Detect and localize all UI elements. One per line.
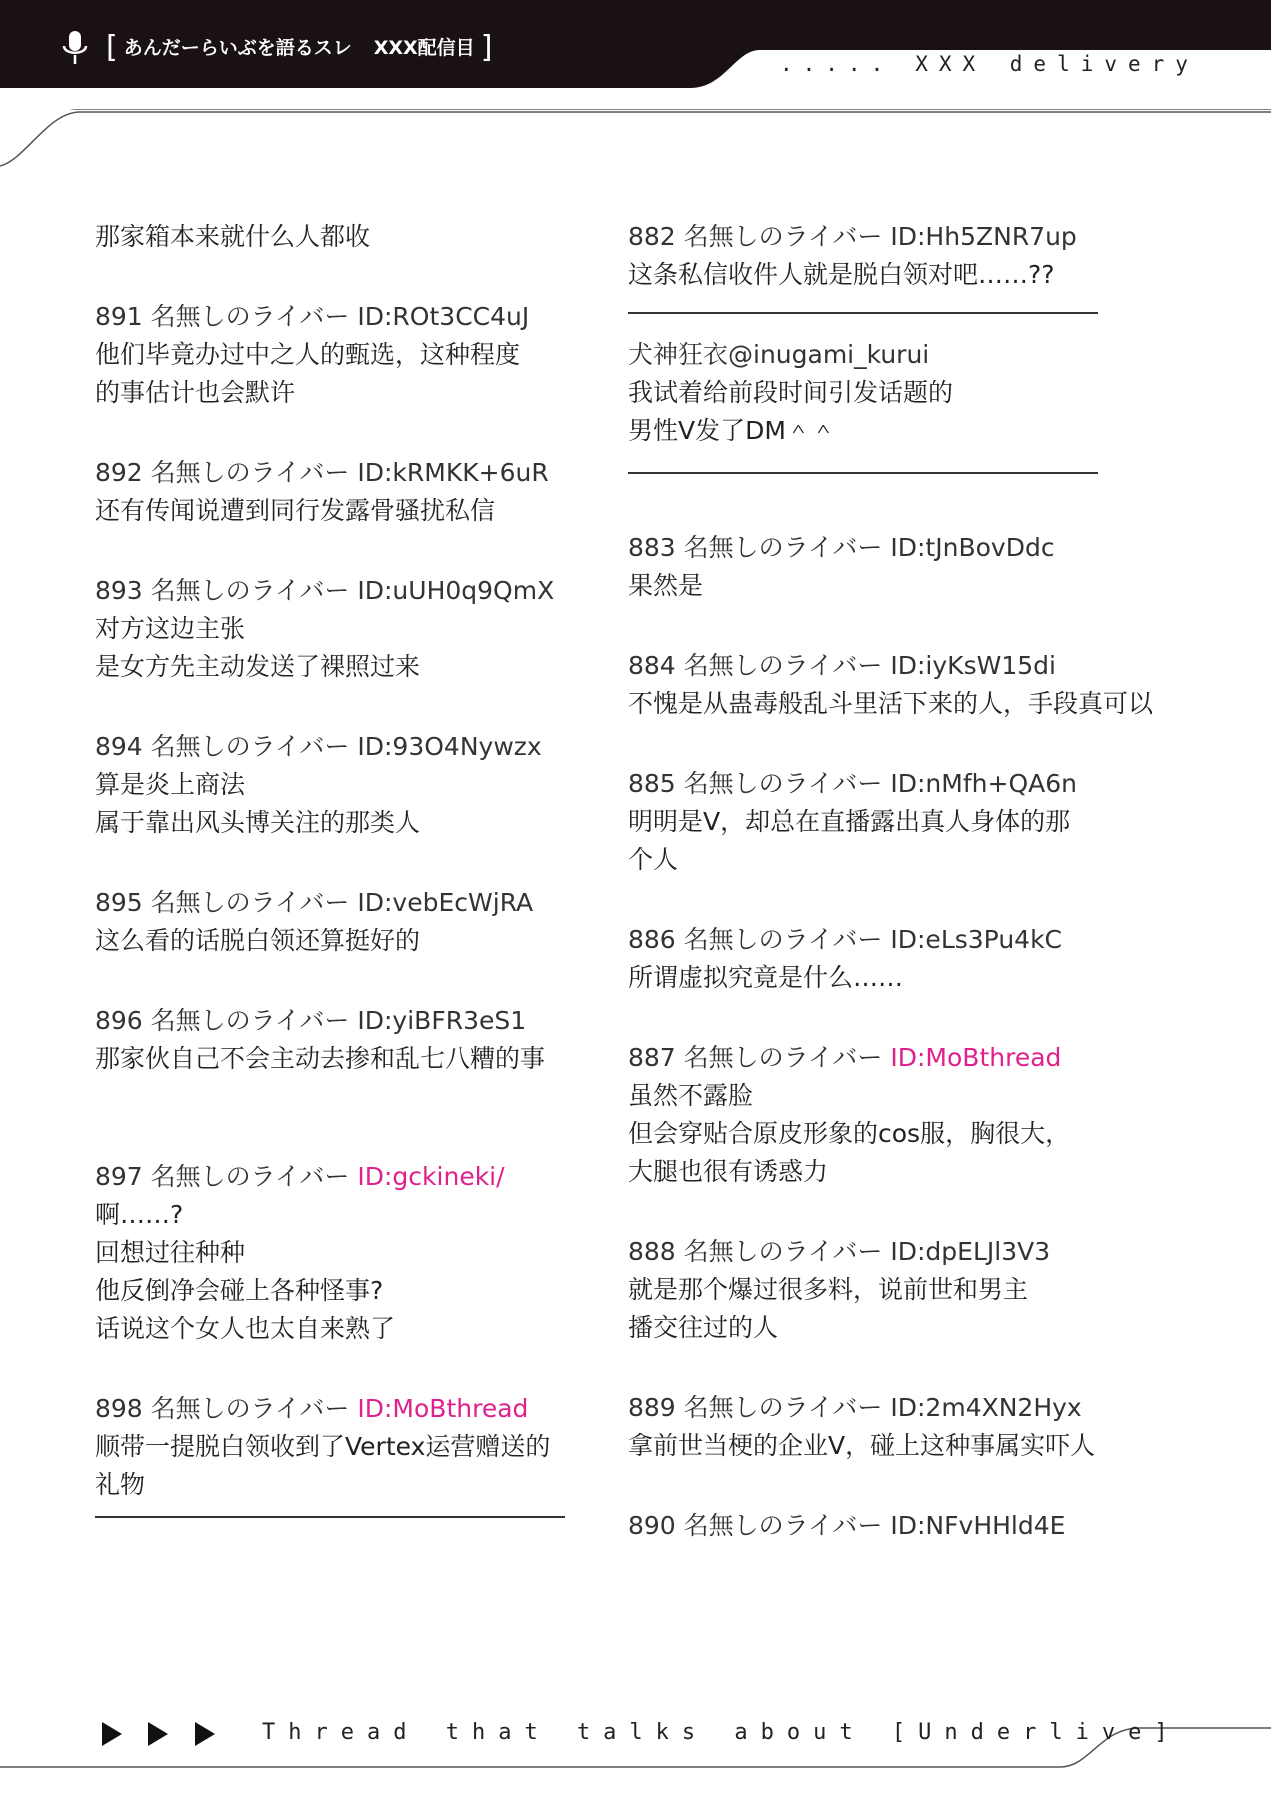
post-line: 他反倒净会碰上各种怪事? <box>95 1276 384 1305</box>
post-number: 890 <box>628 1511 676 1540</box>
post-number: 885 <box>628 769 676 798</box>
poster-name: 名無しのライバー <box>683 1511 883 1540</box>
post-892 <box>95 454 615 530</box>
poster-id: ID:NFvHHld4E <box>890 1511 1066 1540</box>
post-header <box>628 1233 1188 1271</box>
post-894 <box>95 728 615 842</box>
post-header <box>628 647 1188 685</box>
post-number: 884 <box>628 651 676 680</box>
header-subtitle <box>780 52 1199 76</box>
post-number: 882 <box>628 222 676 251</box>
post-line: 话说这个女人也太自来熟了 <box>95 1314 396 1343</box>
post-number: 898 <box>95 1394 143 1423</box>
post-body <box>95 610 615 686</box>
post-line: 播交往过的人 <box>628 1313 779 1342</box>
poster-id: ID:uUH0q9QmX <box>357 576 555 605</box>
post-884 <box>628 647 1188 723</box>
post-896 <box>95 1002 615 1078</box>
post-header <box>628 218 1188 256</box>
poster-name: 名無しのライバー <box>683 1237 883 1266</box>
poster-name: 名無しのライバー <box>683 651 883 680</box>
post-header <box>628 921 1188 959</box>
post-line: 这条私信收件人就是脱白领对吧……?? <box>628 260 1055 289</box>
bracket-open: [ <box>106 30 118 65</box>
post-line: 他们毕竟办过中之人的甄选，这种程度 <box>95 340 521 369</box>
poster-id: ID:MoBthread <box>890 1043 1062 1072</box>
post-header <box>628 765 1188 803</box>
post-886 <box>628 921 1188 997</box>
header-title <box>100 28 498 68</box>
post-891 <box>95 298 615 412</box>
poster-name: 名無しのライバー <box>150 458 350 487</box>
tweet-line: 我试着给前段时间引发话题的 <box>628 378 954 407</box>
post-line: 不愧是从蛊毒般乱斗里活下来的人，手段真可以 <box>628 689 1154 718</box>
poster-id: ID:Hh5ZNR7up <box>890 222 1077 251</box>
footer-text: Thread that talks about [Underlive] <box>262 1720 1181 1745</box>
post-line: 的事估计也会默许 <box>95 378 296 407</box>
post-line: 是女方先主动发送了裸照过来 <box>95 652 421 681</box>
thread-episode: XXX配信目 <box>373 37 475 59</box>
post-line: 就是那个爆过很多料，说前世和男主 <box>628 1275 1029 1304</box>
post-line: 对方这边主张 <box>95 614 246 643</box>
post-body <box>95 492 615 530</box>
subtitle-text: XXX delivery <box>915 52 1199 76</box>
poster-name: 名無しのライバー <box>683 925 883 954</box>
post-body <box>628 959 1188 997</box>
post-header <box>628 1389 1188 1427</box>
post-897 <box>95 1158 615 1348</box>
post-line: 个人 <box>628 845 679 874</box>
post-line: 那家伙自己不会主动去掺和乱七八糟的事 <box>95 1044 546 1073</box>
post-number: 895 <box>95 888 143 917</box>
thread-title: あんだーらいぶを語るスレ <box>123 37 352 59</box>
poster-id: ID:tJnBovDdc <box>890 533 1055 562</box>
post-number: 886 <box>628 925 676 954</box>
post-line: 这么看的话脱白领还算挺好的 <box>95 926 421 955</box>
poster-name: 名無しのライバー <box>150 1162 350 1191</box>
tweet-body <box>628 374 1188 450</box>
post-header <box>628 1507 1188 1545</box>
tweet-line: 男性V发了DM＾＾ <box>628 416 836 445</box>
post-header <box>95 454 615 492</box>
poster-name: 名無しのライバー <box>150 732 350 761</box>
post-body <box>95 1040 615 1078</box>
post-number: 888 <box>628 1237 676 1266</box>
post-line: 大腿也很有诱惑力 <box>628 1157 829 1186</box>
post-882 <box>628 218 1188 294</box>
play-arrow-icon <box>148 1722 168 1746</box>
post-header <box>95 728 615 766</box>
post-body <box>628 256 1188 294</box>
post-header <box>95 1158 615 1196</box>
poster-id: ID:yiBFR3eS1 <box>357 1006 527 1035</box>
post-line: 回想过往种种 <box>95 1238 246 1267</box>
poster-id: ID:iyKsW15di <box>890 651 1056 680</box>
post-line: 还有传闻说遭到同行发露骨骚扰私信 <box>95 496 496 525</box>
post-body <box>628 1271 1188 1347</box>
post-line: 所谓虚拟究竟是什么…… <box>628 963 904 992</box>
bracket-close: ] <box>480 30 493 65</box>
poster-id: ID:MoBthread <box>357 1394 529 1423</box>
right-column <box>628 218 1188 1545</box>
subtitle-dots: ..... <box>780 52 894 76</box>
post-898 <box>95 1390 615 1504</box>
poster-id: ID:93O4Nywzx <box>357 732 542 761</box>
post-body <box>628 1077 1188 1191</box>
post-body <box>628 1427 1188 1465</box>
post-line: 明明是V，却总在直播露出真人身体的那 <box>628 807 1071 836</box>
post-number: 883 <box>628 533 676 562</box>
poster-name: 名無しのライバー <box>150 576 350 605</box>
post-number: 891 <box>95 302 143 331</box>
post-number: 897 <box>95 1162 143 1191</box>
post-line: 算是炎上商法 <box>95 770 246 799</box>
play-arrow-icon <box>195 1722 215 1746</box>
post-line: 啊……? <box>95 1200 184 1229</box>
post-line: 顺带一提脱白领收到了Vertex运营赠送的 <box>95 1432 551 1461</box>
post-number: 896 <box>95 1006 143 1035</box>
post-body <box>95 922 615 960</box>
poster-name: 名無しのライバー <box>683 1393 883 1422</box>
post-header <box>95 884 615 922</box>
intro-line: 那家箱本来就什么人都收 <box>95 222 371 251</box>
poster-id: ID:kRMKK+6uR <box>357 458 549 487</box>
microphone-icon <box>60 28 90 68</box>
poster-id: ID:2m4XN2Hyx <box>890 1393 1082 1422</box>
post-body <box>95 1428 615 1504</box>
post-890 <box>628 1507 1188 1545</box>
poster-name: 名無しのライバー <box>683 222 883 251</box>
post-header <box>95 572 615 610</box>
post-header <box>95 1390 615 1428</box>
post-number: 887 <box>628 1043 676 1072</box>
post-header <box>628 529 1188 567</box>
poster-name: 名無しのライバー <box>683 1043 883 1072</box>
header-curve-line <box>0 100 1271 180</box>
post-body <box>95 1196 615 1348</box>
poster-name: 名無しのライバー <box>150 1394 350 1423</box>
poster-name: 名無しのライバー <box>150 1006 350 1035</box>
post-893 <box>95 572 615 686</box>
right-posts <box>628 529 1188 1545</box>
post-line: 虽然不露脸 <box>628 1081 754 1110</box>
post-number: 893 <box>95 576 143 605</box>
post-line: 属于靠出风头博关注的那类人 <box>95 808 421 837</box>
footer-line <box>0 1700 1271 1807</box>
post-header <box>95 1002 615 1040</box>
post-number: 894 <box>95 732 143 761</box>
post-header <box>628 1039 1188 1077</box>
post-line: 礼物 <box>95 1470 146 1499</box>
poster-name: 名無しのライバー <box>683 533 883 562</box>
poster-name: 名無しのライバー <box>150 888 350 917</box>
poster-id: ID:dpELJl3V3 <box>890 1237 1051 1266</box>
quoted-tweet <box>628 336 1188 450</box>
left-column <box>95 218 615 1518</box>
poster-id: ID:nMfh+QA6n <box>890 769 1077 798</box>
tweet-author: 犬神狂衣@inugami_kurui <box>628 340 930 369</box>
post-line: 但会穿贴合原皮形象的cos服，胸很大， <box>628 1119 1071 1148</box>
post-body <box>95 336 615 412</box>
play-arrow-icon <box>102 1722 122 1746</box>
post-885 <box>628 765 1188 879</box>
post-number: 889 <box>628 1393 676 1422</box>
post-895 <box>95 884 615 960</box>
post-body <box>628 685 1188 723</box>
divider-rule <box>95 1516 565 1518</box>
post-body <box>628 567 1188 605</box>
post-883 <box>628 529 1188 605</box>
poster-name: 名無しのライバー <box>150 302 350 331</box>
post-body <box>628 803 1188 879</box>
left-posts <box>95 298 615 1504</box>
post-number: 892 <box>95 458 143 487</box>
post-889 <box>628 1389 1188 1465</box>
post-887 <box>628 1039 1188 1191</box>
post-line: 拿前世当梗的企业V，碰上这种事属实吓人 <box>628 1431 1096 1460</box>
poster-id: ID:ROt3CC4uJ <box>357 302 530 331</box>
poster-id: ID:eLs3Pu4kC <box>890 925 1062 954</box>
post-header <box>95 298 615 336</box>
poster-id: ID:vebEcWjRA <box>357 888 534 917</box>
post-body <box>95 766 615 842</box>
poster-name: 名無しのライバー <box>683 769 883 798</box>
poster-id: ID:gckineki/ <box>357 1162 505 1191</box>
post-888 <box>628 1233 1188 1347</box>
post-line: 果然是 <box>628 571 704 600</box>
